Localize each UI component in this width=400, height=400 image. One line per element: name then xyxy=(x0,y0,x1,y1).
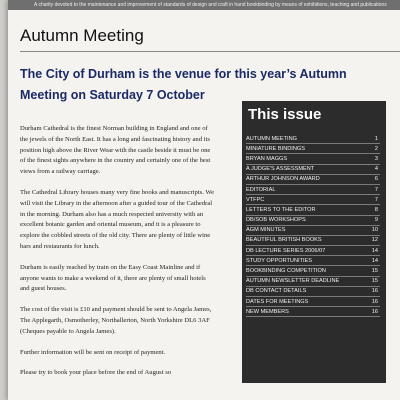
contents-item-label: BEAUTIFUL BRITISH BOOKS xyxy=(246,237,322,244)
contents-item-page: 7 xyxy=(374,186,378,193)
contents-item-label: EDITORIAL xyxy=(246,186,276,193)
contents-item-label: BRYAN MAGGS xyxy=(246,155,288,162)
contents-item-label: BOOKBINDING COMPETITION xyxy=(246,268,326,275)
contents-item xyxy=(246,185,380,195)
contents-title: This issue xyxy=(248,106,322,123)
body-paragraph: Durham is easily reached by train on the Easy Coast Mainline and if anyone wants to make a weekend of it, there are plenty of small hotels and guest houses. xyxy=(20,263,206,293)
contents-item-page: 16 xyxy=(371,288,378,295)
contents-item xyxy=(246,195,380,205)
contents-item xyxy=(246,236,380,246)
contents-item xyxy=(246,165,380,175)
page-title: Autumn Meeting xyxy=(20,26,144,45)
body-paragraph: Please try to book your place before the end of August so xyxy=(20,369,172,377)
contents-item xyxy=(246,246,380,256)
contents-item-label: NEW MEMBERS xyxy=(246,308,289,315)
contents-item-page: 9 xyxy=(374,217,378,224)
body-paragraph: The Cathedral Library houses many very fine books and manuscripts. We will visit the Library in the afternoon after a guided tour of the Cathedral in the morning. Durham also has a much respected university with an excellent botanic garden and oriental museum, and it is a pleasure to explore the cobbled streets of the old city. There are plenty of little wine bars and restaurants for lunch. xyxy=(20,188,214,250)
contents-item-label: STUDY OPPORTUNITIES xyxy=(246,257,312,264)
contents-item xyxy=(246,256,380,266)
body-paragraph: Further information will be sent on receipt of payment. xyxy=(20,348,166,356)
contents-item xyxy=(246,277,380,287)
contents-item-page: 3 xyxy=(374,155,378,162)
contents-item-page: 15 xyxy=(371,278,378,285)
contents-item xyxy=(246,297,380,307)
contents-item-label: ARTHUR JOHNSON AWARD xyxy=(246,176,320,183)
contents-item xyxy=(246,134,380,144)
contents-item-label: VTFPC xyxy=(246,196,265,203)
contents-item xyxy=(246,266,380,276)
charity-banner: A charity devoted to the maintenance and improvement of standards of design and craft in hand bookbinding by means of exhibitions, teaching and publications xyxy=(8,0,400,10)
contents-item-page: 8 xyxy=(374,206,378,213)
contents-item-page: 14 xyxy=(371,257,378,264)
contents-item xyxy=(246,175,380,185)
contents-item-page: 2 xyxy=(374,145,378,152)
contents-item-page: 12 xyxy=(371,237,378,244)
contents-box xyxy=(242,101,386,383)
contents-item-label: AUTUMN NEWSLETTER DEADLINE xyxy=(246,278,340,285)
contents-item-page: 16 xyxy=(371,298,378,305)
contents-item-label: AGM MINUTES xyxy=(246,227,286,234)
article-body xyxy=(20,124,216,389)
newsletter-page xyxy=(8,0,400,400)
contents-item-page: 16 xyxy=(371,308,378,315)
contents-item-page: 6 xyxy=(374,176,378,183)
contents-item-page: 4 xyxy=(374,166,378,173)
contents-item-page: 15 xyxy=(371,268,378,275)
contents-item-label: DB LECTURE SERIES 2006/07 xyxy=(246,247,326,254)
contents-item-page: 1 xyxy=(374,135,378,142)
contents-item xyxy=(246,287,380,297)
contents-item-label: A JUDGE'S ASSESSMENT xyxy=(246,166,315,173)
contents-item-page: 14 xyxy=(371,247,378,254)
contents-item xyxy=(246,154,380,164)
contents-item-label: MINIATURE BINDINGS xyxy=(246,145,305,152)
body-paragraph: Durham Cathedral is the finest Norman building in England and one of the jewels of the North East. It has a long and fascinating history and its position high above the River Wear with the castle beside it must be one of the finest sights anywhere in the country and certainly one of the best views from a railway carriage. xyxy=(20,125,211,176)
contents-item-label: DATES FOR MEETINGS xyxy=(246,298,309,305)
contents-item-label: DB/SOB WORKSHOPS xyxy=(246,217,306,224)
contents-item xyxy=(246,307,380,317)
contents-item-page: 10 xyxy=(371,227,378,234)
contents-item-page: 7 xyxy=(374,196,378,203)
body-paragraph: The cost of the visit is £10 and payment should be sent to Angela James, The Applegarth, Osmotherley, Northallerton, North Yorkshire DL6 3AF (Cheques payable to Angela James). xyxy=(20,306,212,335)
contents-item-label: DB CONTACT DETAILS xyxy=(246,288,307,295)
contents-item xyxy=(246,216,380,226)
contents-list xyxy=(246,134,380,317)
contents-item-label: LETTERS TO THE EDITOR xyxy=(246,206,316,213)
contents-item xyxy=(246,144,380,154)
contents-item xyxy=(246,226,380,236)
title-divider xyxy=(20,51,400,52)
article-subheading: The City of Durham is the venue for this year’s Autumn Meeting on Saturday 7 October xyxy=(20,67,347,102)
contents-item xyxy=(246,205,380,215)
contents-item-label: AUTUMN MEETING xyxy=(246,135,297,142)
